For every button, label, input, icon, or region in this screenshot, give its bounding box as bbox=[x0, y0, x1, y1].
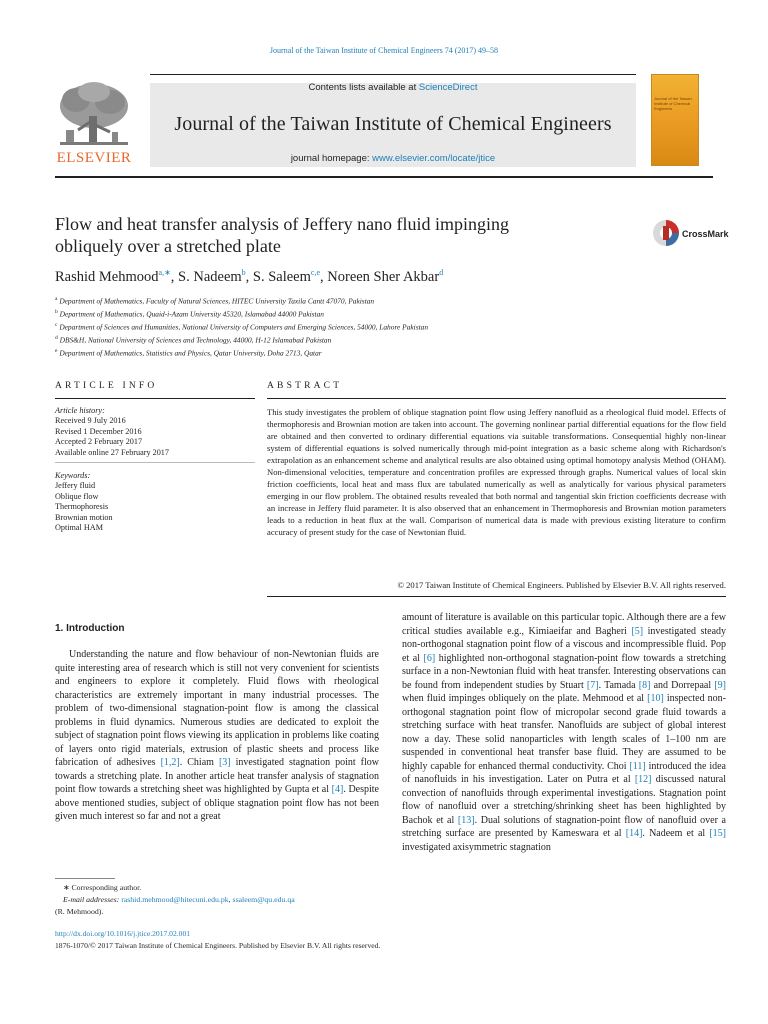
contents-prefix: Contents lists available at bbox=[308, 82, 419, 93]
affiliation-text: Department of Mathematics, Statistics and Physics, Qatar University, Doha 2713, Qatar bbox=[59, 348, 322, 358]
body-text-run: . Chiam bbox=[179, 757, 219, 768]
corresponding-author-note: ∗ Corresponding author. bbox=[63, 883, 142, 892]
history-online: Available online 27 February 2017 bbox=[55, 447, 169, 457]
article-info-rule bbox=[55, 398, 255, 399]
affiliation-marker: d bbox=[55, 335, 58, 342]
history-revised: Revised 1 December 2016 bbox=[55, 426, 142, 436]
doi-block bbox=[55, 928, 380, 951]
keywords-label: Keywords: bbox=[55, 471, 91, 480]
author-4-affil[interactable]: d bbox=[439, 268, 444, 277]
article-info-heading: ARTICLE INFO bbox=[55, 381, 158, 391]
citation-ref-link[interactable]: [11] bbox=[629, 760, 646, 772]
abstract-bottom-rule bbox=[267, 596, 726, 597]
homepage-prefix: journal homepage: bbox=[290, 153, 373, 164]
author-1-affil[interactable]: a,∗ bbox=[158, 268, 171, 277]
affiliation-list bbox=[55, 294, 695, 359]
citation-ref-link[interactable]: [7] bbox=[586, 679, 599, 691]
author-list bbox=[55, 268, 715, 286]
body-text-run: investigated steady non-orthogonal stagnation point flow of a viscous and incompressible fluid. Pop et al bbox=[402, 625, 727, 664]
abstract-heading: ABSTRACT bbox=[267, 381, 343, 391]
keywords-block bbox=[55, 471, 255, 533]
body-text-run: highlighted non-orthogonal stagnation-point flow towards a stretching surface in a non-Newtonian fluid with heat transfer. Interesting observations can be found from independent studies by Stuart bbox=[402, 652, 727, 691]
footnote-block bbox=[55, 882, 385, 918]
affiliation-text: Department of Mathematics, Faculty of Natural Sciences, HITEC University Taxila Cantt 47070, Pakistan bbox=[59, 296, 375, 306]
journal-title: Journal of the Taiwan Institute of Chemical Engineers bbox=[174, 113, 612, 135]
email-link-1[interactable]: rashid.mehmood@hitecuni.edu.pk bbox=[121, 895, 229, 904]
affiliation-d bbox=[55, 333, 695, 346]
citation-ref-link[interactable]: [14] bbox=[625, 828, 643, 839]
elsevier-tree-logo-icon bbox=[56, 80, 132, 152]
author-sep: , bbox=[245, 268, 253, 285]
affiliation-text: DBS&H, National University of Sciences and Technology, 44000, H-12 Islamabad Pakistan bbox=[59, 335, 332, 345]
body-text-run: inspected non-orthogonal stagnation point flow of micropolar second grade fluid towards a stretching surface with heat transfer. Nanofluids are subject of global interest now a day. These solid nanoparticles with length scales of 1–100 nm are suspended in conventional heat transfer base fluid. They are assumed to be highly capable for enhanced thermal conductivity. Choi bbox=[402, 693, 726, 772]
masthead-top-rule bbox=[150, 74, 636, 75]
abstract-copyright: © 2017 Taiwan Institute of Chemical Engineers. Published by Elsevier B.V. All rights reserved. bbox=[397, 580, 726, 590]
author-sep: , bbox=[320, 268, 328, 285]
history-label: Article history: bbox=[55, 406, 105, 415]
body-text-run: discussed natural convection of nanofluids through experimental investigations. Stagnation point flow of nanofluid over a stretching/shrinking sheet has been highlighted by Bachok et al bbox=[402, 774, 726, 826]
author-1[interactable]: Rashid Mehmood bbox=[55, 268, 159, 285]
citation-ref-link[interactable]: [10] bbox=[647, 693, 664, 704]
affiliation-marker: c bbox=[55, 322, 58, 329]
author-2[interactable]: S. Nadeem bbox=[178, 268, 242, 285]
article-title-line2: obliquely over a stretched plate bbox=[55, 236, 281, 256]
keyword: Oblique flow bbox=[55, 491, 99, 501]
journal-cover-thumbnail[interactable] bbox=[651, 74, 699, 166]
citation-ref-link[interactable]: [3] bbox=[218, 757, 231, 768]
keyword: Optimal HAM bbox=[55, 523, 103, 533]
email-line bbox=[55, 894, 385, 906]
body-text-run: . Dual solutions of stagnation-point flow of nanofluid over a stretching surface are presented by Kameswara et al bbox=[402, 814, 726, 839]
history-received: Received 9 July 2016 bbox=[55, 416, 126, 426]
body-text-run: introduced the idea of nanofluids in his investigation. Later on Putra et al bbox=[402, 760, 726, 785]
footnote-rule bbox=[55, 878, 115, 879]
citation-ref-link[interactable]: [13] bbox=[457, 814, 475, 826]
crossmark-icon[interactable] bbox=[652, 218, 680, 248]
citation-ref-link[interactable]: [5] bbox=[631, 625, 644, 637]
history-accepted: Accepted 2 February 2017 bbox=[55, 437, 143, 447]
intro-column-left bbox=[55, 648, 379, 824]
journal-citation[interactable]: Journal of the Taiwan Institute of Chemical Engineers 74 (2017) 49–58 bbox=[269, 46, 499, 55]
publisher-wordmark: ELSEVIER bbox=[56, 150, 132, 166]
affiliation-text: Department of Mathematics, Quaid-i-Azam University 45320, Islamabad 44000 Pakistan bbox=[59, 309, 324, 319]
author-4[interactable]: Noreen Sher Akbar bbox=[327, 268, 440, 285]
body-text-run: Understanding the nature and flow behaviour of non-Newtonian fluids are quite interesting area of research which is still not very convenient for scientists and engineers to explore it completely. Fluid flows with rheological characteristics are extremely important in many industrial processes. The problem of two-dimensional stagnation-point flow is among the classical problems in fluid dynamics. Numerous studies are dedicated to exploit the subject of stagnation point flows viewing its application in problems like coating of layers onto rigid materials, extrusion of plastic sheets and process like fabrication of adhesives bbox=[55, 649, 379, 768]
contents-line bbox=[150, 82, 636, 93]
citation-ref-link[interactable]: [12] bbox=[634, 774, 652, 785]
citation-ref-link[interactable]: [4] bbox=[331, 784, 344, 795]
citation-ref-link[interactable]: [9] bbox=[714, 679, 726, 691]
author-3-affil[interactable]: c,e bbox=[310, 268, 321, 277]
crossmark-label[interactable]: CrossMark bbox=[682, 229, 729, 239]
sciencedirect-link[interactable]: ScienceDirect bbox=[418, 82, 478, 93]
affiliation-b bbox=[55, 307, 695, 320]
email-separator: , bbox=[228, 895, 233, 904]
intro-column-right bbox=[402, 611, 726, 854]
issn-copyright: 1876-1070/© 2017 Taiwan Institute of Chemical Engineers. Published by Elsevier B.V. All rights reserved. bbox=[55, 940, 381, 950]
masthead-bottom-rule bbox=[55, 176, 713, 178]
body-text-run: investigated stagnation point flow towards a stretching plate. In another article heat transfer analysis of stagnation point flow towards a stretching sheet was highlighted by Gupta et al bbox=[55, 757, 379, 795]
body-text-run: . Nadeem et al bbox=[642, 828, 710, 839]
body-text-run: when fluid impinges obliquely on the plate. Mehmood et al bbox=[402, 693, 648, 704]
affiliation-marker: e bbox=[55, 348, 58, 355]
affiliation-e bbox=[55, 346, 695, 359]
citation-ref-link[interactable]: [1,2] bbox=[160, 757, 180, 768]
citation-ref-link[interactable]: [8] bbox=[638, 679, 651, 691]
body-text-run: investigated axisymmetric stagnation bbox=[402, 841, 551, 853]
body-text-run: . Tamada bbox=[598, 679, 639, 691]
affiliation-a bbox=[55, 294, 695, 307]
body-text-run: amount of literature is available on this particular topic. Although there are a few critical studies available e.g., Kimiaeifar and Bagheri bbox=[402, 612, 726, 637]
abstract-text: This study investigates the problem of oblique stagnation point flow using Jeffery nanofluid as a rheological fluid model. Effects of thermophoresis and Brownian motion are taken into account. The governing nonlinear partial differential equations for the flow field are obtained and then converted to ordinary differential equations via suitable transformations. Consequential highly non-linear system of differential equations is solved numerically through mid-point integration as a basic scheme along with Richardson's extrapolation as an enhancement scheme and analytical results are also obtained using optimal homotopy analysis Method (OHAM). Non-dimensional velocities, temperature and concentration profiles are expressed through graphs. Numerical values of local skin friction coefficients, local heat and mass flux are tabulated numerically as well as analytically for various physical parameters emerging in our flow problem. The obtained results revealed that both normal and tangential skin friction coefficients decrease with an increase in Jeffery fluid parameter. It is also observed that an enhancement in Thermophoresis and Brownian motion parameters leads to a reduction in heat flux at the wall. Comparison of numerical data is made with previous existing literature to confirm accuracy of present study for the case of Newtonian fluid. bbox=[267, 407, 726, 537]
citation-ref-link[interactable]: [6] bbox=[423, 652, 436, 664]
citation-ref-link[interactable]: [15] bbox=[709, 828, 726, 839]
keyword: Thermophoresis bbox=[55, 502, 109, 512]
body-text-run: . Despite above mentioned studies, subject of oblique stagnation point flow has not been given much interest so far and not a great bbox=[55, 784, 379, 822]
keyword: Jeffery fluid bbox=[55, 481, 96, 491]
author-3[interactable]: S. Saleem bbox=[252, 268, 311, 285]
affiliation-marker: a bbox=[55, 296, 58, 302]
affiliation-marker: b bbox=[55, 309, 58, 316]
history-keywords-divider bbox=[55, 462, 255, 463]
author-sep: , bbox=[170, 268, 179, 285]
affiliation-text: Department of Sciences and Humanities, National University of Computers and Emerging Sciences, 54000, Lahore Pakistan bbox=[59, 322, 429, 332]
email-label: E-mail addresses: bbox=[63, 895, 122, 904]
affiliation-c bbox=[55, 320, 695, 333]
keyword: Brownian motion bbox=[55, 512, 113, 522]
author-2-affil[interactable]: b bbox=[241, 268, 246, 277]
article-history bbox=[55, 406, 255, 458]
journal-homepage bbox=[150, 153, 636, 164]
article-title bbox=[55, 213, 615, 257]
section-heading-introduction: 1. Introduction bbox=[55, 623, 125, 634]
email-owner: (R. Mehmood). bbox=[55, 907, 104, 916]
journal-cover-text: Journal of the Taiwan Institute of Chemical Engineers bbox=[654, 96, 692, 111]
email-link-2[interactable]: ssaleem@qu.edu.qa bbox=[232, 895, 295, 904]
article-title-line1: Flow and heat transfer analysis of Jeffery nano fluid impinging bbox=[55, 214, 510, 234]
abstract-top-rule bbox=[267, 398, 726, 399]
doi-link[interactable]: http://dx.doi.org/10.1016/j.jtice.2017.02.001 bbox=[55, 929, 191, 938]
homepage-link[interactable]: www.elsevier.com/locate/jtice bbox=[372, 153, 496, 164]
body-text-run: and Dorrepaal bbox=[650, 679, 715, 691]
